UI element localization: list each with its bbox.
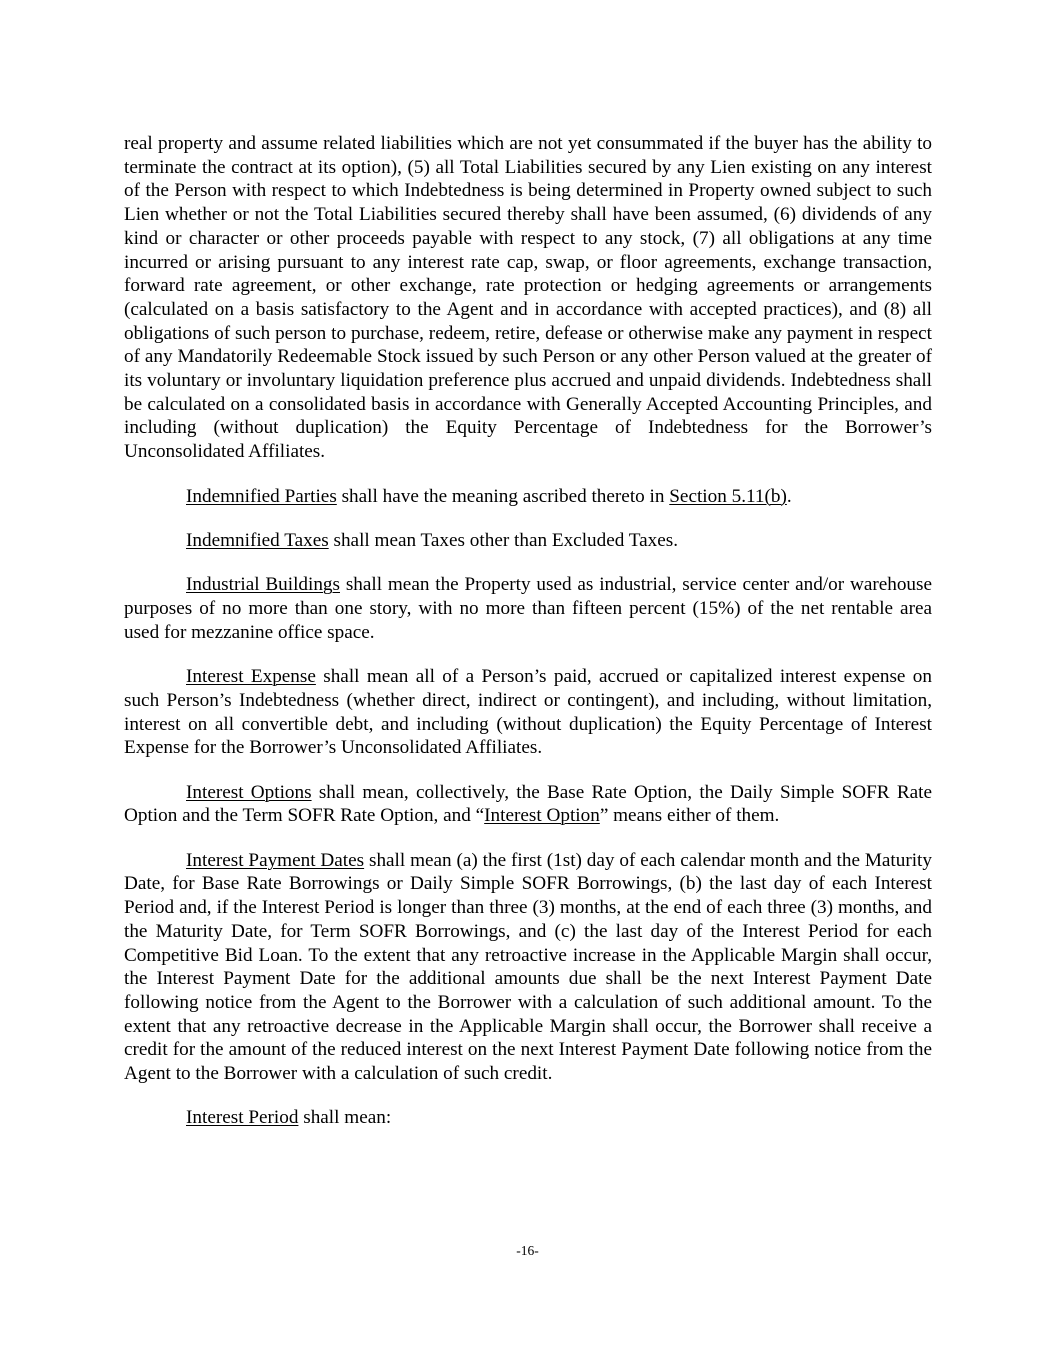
document-page xyxy=(124,132,932,1151)
defined-term: Interest Period xyxy=(186,1107,299,1129)
paragraph-interest-payment-dates xyxy=(124,849,932,1086)
paragraph-text: shall mean Taxes other than Excluded Taxes. xyxy=(328,529,679,551)
paragraph-text: shall mean all of a Person’s paid, accrued or capitalized interest expense on such Person’s Indebtedness (whether direct, indirect or contingent), and including, without limitation, interest on all convertible debt, and including (without duplication) the Equity Percentage of Interest Expense for the Borrower’s Unconsolidated Affiliates. xyxy=(124,666,932,759)
paragraph-interest-period xyxy=(124,1106,932,1130)
paragraph-text: ” means either of them. xyxy=(599,805,780,827)
paragraph-text: shall mean: xyxy=(298,1107,392,1129)
paragraph-text: shall mean (a) the first (1st) day of each calendar month and the Maturity Date, for Base Rate Borrowings or Daily Simple SOFR Borrowings, (b) the last day of each Interest Period and, if the Interest Period is longer than three (3) months, at the end of each three (3) months, and the Maturity Date, for Term SOFR Borrowings, and (c) the last day of the Interest Period for each Competitive Bid Loan. To the extent that any retroactive increase in the Applicable Margin shall occur, the Interest Payment Date for the additional amounts due shall be the next Interest Payment Date following notice from the Agent to the Borrower with a calculation of such additional amount. To the extent that any retroactive decrease in the Applicable Margin shall occur, the Borrower shall receive a credit for the amount of the reduced interest on the next Interest Payment Date following notice from the Agent to the Borrower with a calculation of such credit. xyxy=(124,849,932,1085)
paragraph-text: shall mean, collectively, the Base Rate Option, the Daily Simple SOFR Rate Option and the Term SOFR Rate Option, and “ xyxy=(124,781,932,827)
paragraph-indemnified-parties xyxy=(124,485,932,509)
defined-term: Industrial Buildings xyxy=(186,574,340,596)
paragraph-text: . xyxy=(786,485,792,507)
defined-term: Indemnified Taxes xyxy=(186,529,329,551)
defined-term: Interest Options xyxy=(186,781,312,803)
defined-term: Interest Expense xyxy=(186,666,316,688)
paragraph-text: shall have the meaning ascribed thereto in xyxy=(336,485,670,507)
paragraph-indemnified-taxes xyxy=(124,529,932,553)
paragraph-interest-options xyxy=(124,781,932,828)
paragraph-interest-expense xyxy=(124,665,932,760)
section-reference: Section 5.11(b) xyxy=(669,485,787,507)
paragraph-text: shall mean the Property used as industrial, service center and/or warehouse purposes of no more than one story, with no more than fifteen percent (15%) of the net rentable area used for mezzanine office space. xyxy=(124,574,933,643)
defined-term: Interest Option xyxy=(484,805,600,827)
paragraph-text: real property and assume related liabilities which are not yet consummated if the buyer has the ability to terminate the contract at its option), (5) all Total Liabilities secured by any Lien existing on any interest of the Person with respect to which Indebtedness is being determined in Property owned subject to such Lien whether or not the Total Liabilities secured thereby shall have been assumed, (6) dividends of any kind or character or other proceeds payable with respect to any stock, (7) all obligations at any time incurred or arising pursuant to any interest rate cap, swap, or floor agreements, exchange transaction, forward rate agreement, or other exchange, rate protection or hedging agreements or arrangements (calculated on a basis satisfactory to the Agent and in accordance with accepted practices), and (8) all obligations of such person to purchase, redeem, retire, defease or otherwise make any payment in respect of any Mandatorily Redeemable Stock issued by such Person or any other Person valued at the greater of its voluntary or involuntary liquidation preference plus accrued and unpaid dividends. Indebtedness shall be calculated on a consolidated basis in accordance with Generally Accepted Accounting Principles, and including (without duplication) the Equity Percentage of Indebtedness for the Borrower’s Unconsolidated Affiliates. xyxy=(124,133,932,463)
paragraph-indebtedness-continued xyxy=(124,132,932,464)
defined-term: Interest Payment Dates xyxy=(186,849,365,871)
paragraph-industrial-buildings xyxy=(124,573,932,644)
defined-term: Indemnified Parties xyxy=(186,485,337,507)
page-number: -16- xyxy=(516,1243,539,1258)
